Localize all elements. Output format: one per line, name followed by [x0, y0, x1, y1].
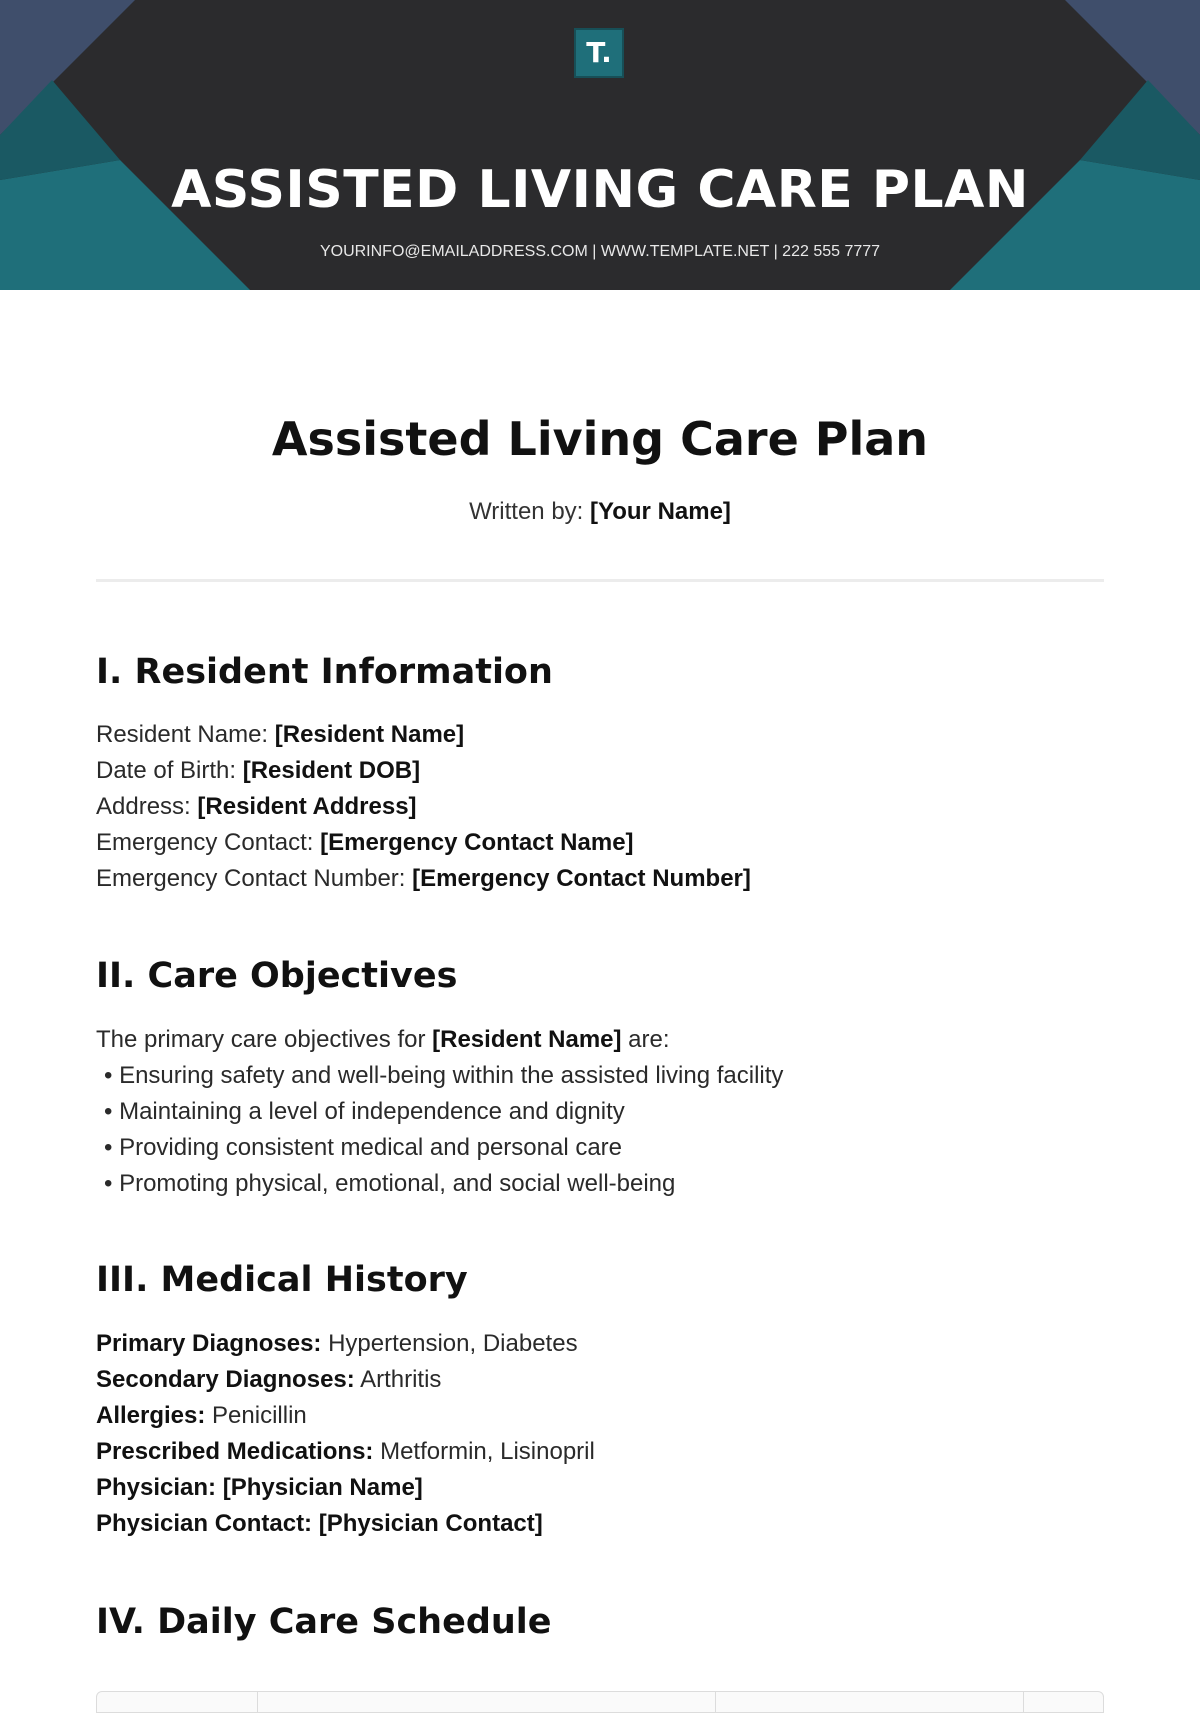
field-primary-diagnoses [96, 1326, 595, 1362]
field-label: Address: [96, 793, 191, 820]
field-label: Emergency Contact: [96, 829, 314, 856]
field-label: Resident Name: [96, 721, 269, 748]
title-divider [96, 579, 1104, 582]
byline-value: [Your Name] [590, 498, 731, 525]
intro-resident-name: [Resident Name] [432, 1026, 622, 1053]
field-secondary-diagnoses [96, 1362, 595, 1398]
field-date-of-birth [96, 753, 751, 789]
byline [0, 498, 1200, 526]
field-label: Secondary Diagnoses: [96, 1366, 355, 1393]
list-item-text: Providing consistent medical and personal care [119, 1134, 623, 1161]
list-item-text: Promoting physical, emotional, and social well-being [119, 1170, 676, 1197]
intro-text: The primary care objectives for [96, 1026, 426, 1053]
list-item: • Providing consistent medical and personal care [104, 1134, 623, 1161]
table-column-divider [1023, 1692, 1024, 1712]
field-value: [Physician Name] [222, 1474, 423, 1501]
field-emergency-contact-number [96, 861, 751, 897]
list-item-text: Maintaining a level of independence and dignity [119, 1098, 625, 1125]
intro-text-end: are: [628, 1026, 670, 1053]
field-value: [Resident DOB] [242, 757, 421, 784]
field-label: Primary Diagnoses: [96, 1330, 322, 1357]
field-value: Hypertension, Diabetes [328, 1330, 578, 1357]
table-column-divider [715, 1692, 716, 1712]
list-item-text: Ensuring safety and well-being within the assisted living facility [119, 1062, 784, 1089]
field-value: Penicillin [212, 1402, 307, 1429]
field-label: Prescribed Medications: [96, 1438, 374, 1465]
field-value: [Resident Name] [274, 721, 465, 748]
document-title: Assisted Living Care Plan [271, 412, 929, 466]
field-value: [Resident Address] [197, 793, 417, 820]
list-item: • Ensuring safety and well-being within the assisted living facility [104, 1062, 784, 1089]
field-label: Physician: [96, 1474, 217, 1501]
field-value: Arthritis [360, 1366, 442, 1393]
field-resident-name [96, 717, 751, 753]
header-title: ASSISTED LIVING CARE PLAN [171, 160, 1029, 220]
care-objectives-intro [96, 1022, 783, 1058]
field-allergies [96, 1398, 595, 1434]
field-prescribed-medications [96, 1434, 595, 1470]
medical-history-fields [96, 1326, 595, 1542]
list-item: • Maintaining a level of independence and dignity [104, 1098, 625, 1125]
header-banner [0, 0, 1200, 290]
field-physician-contact [96, 1506, 595, 1542]
field-label: Emergency Contact Number: [96, 865, 406, 892]
list-item: • Promoting physical, emotional, and social well-being [104, 1170, 676, 1197]
section-heading-resident-information: I. Resident Information [96, 652, 553, 692]
section-heading-care-objectives: II. Care Objectives [96, 956, 458, 996]
field-value: [Physician Contact] [318, 1510, 543, 1537]
byline-label: Written by: [469, 498, 584, 525]
field-label: Physician Contact: [96, 1510, 313, 1537]
field-value: Metformin, Lisinopril [380, 1438, 595, 1465]
field-emergency-contact [96, 825, 751, 861]
logo-icon: T. [574, 28, 624, 78]
field-label: Allergies: [96, 1402, 206, 1429]
field-address [96, 789, 751, 825]
section-heading-daily-care-schedule: IV. Daily Care Schedule [96, 1602, 552, 1642]
header-contact-info: YOURINFO@EMAILADDRESS.COM | WWW.TEMPLATE.NET | 222 555 7777 [319, 243, 881, 260]
care-objectives-body [96, 1022, 783, 1202]
section-heading-medical-history: III. Medical History [96, 1260, 468, 1300]
field-physician [96, 1470, 595, 1506]
table-column-divider [257, 1692, 258, 1712]
resident-information-fields [96, 717, 751, 897]
field-value: [Emergency Contact Number] [412, 865, 751, 892]
schedule-table [96, 1691, 1104, 1713]
field-value: [Emergency Contact Name] [320, 829, 634, 856]
field-label: Date of Birth: [96, 757, 237, 784]
